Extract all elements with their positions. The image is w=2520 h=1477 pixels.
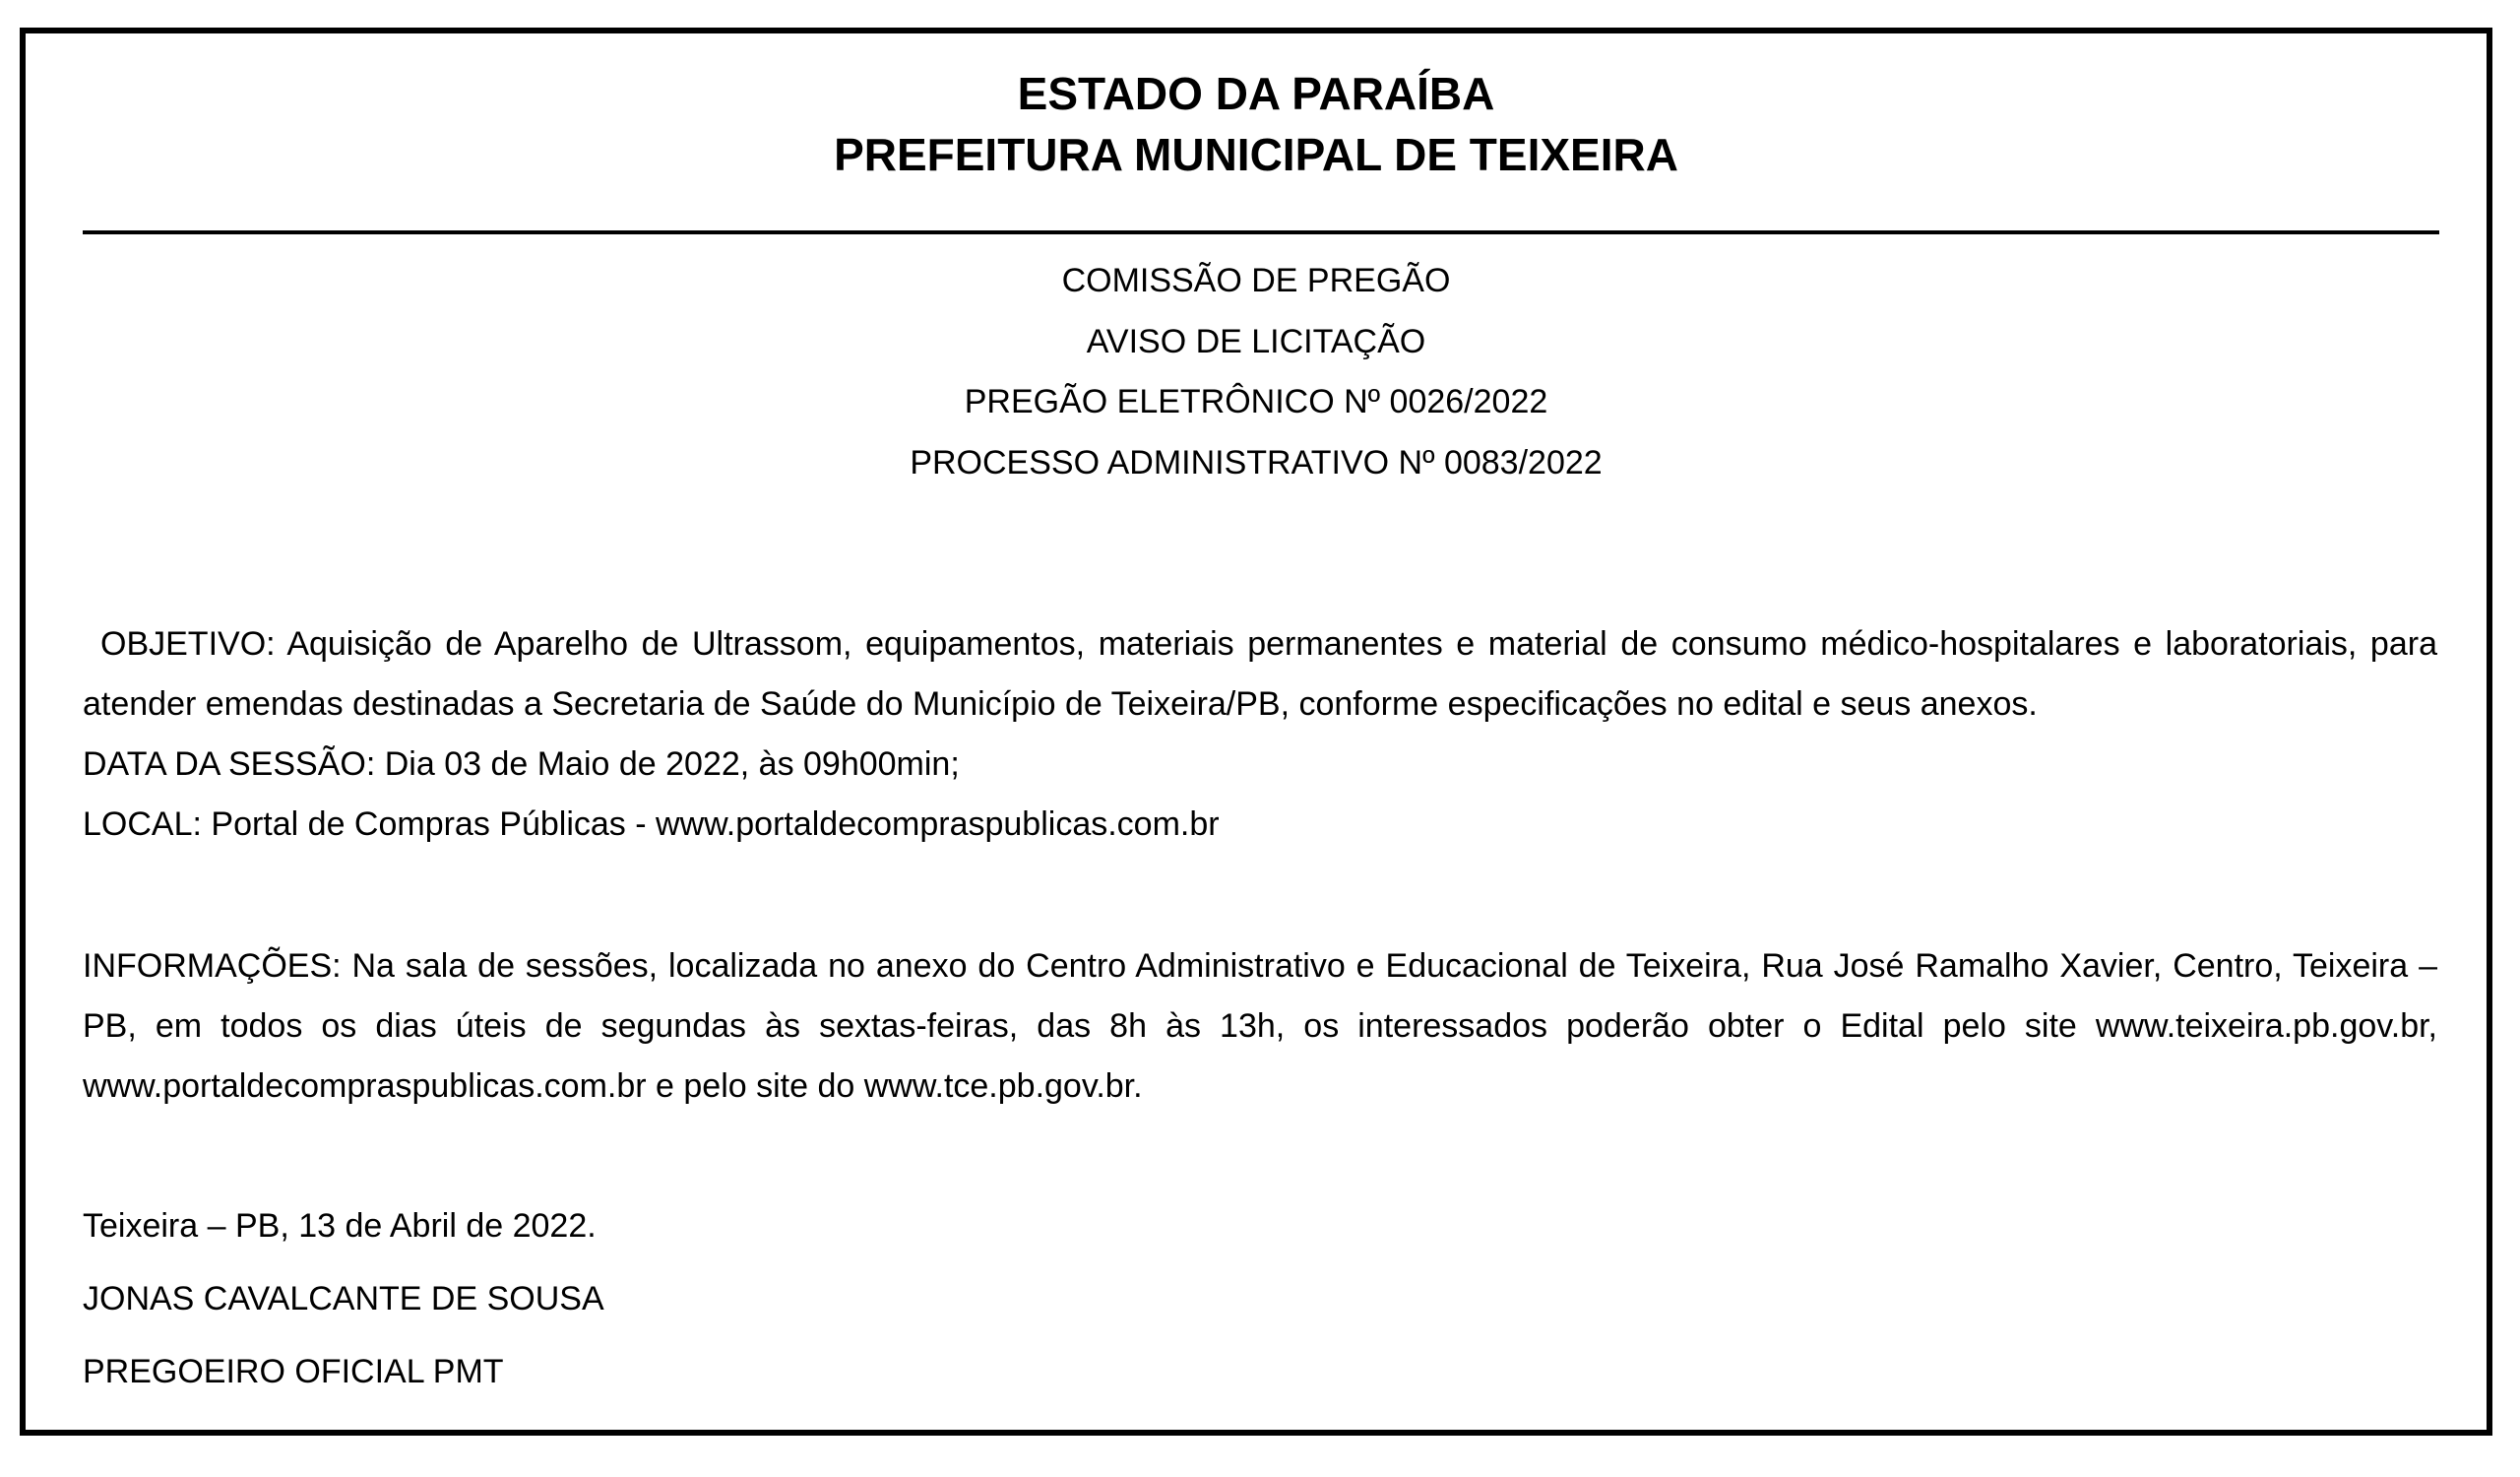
objective-section [83,614,2437,855]
signer-name: JONAS CAVALCANTE DE SOUSA [83,1280,604,1317]
header-divider [83,230,2439,234]
place-date: Teixeira – PB, 13 de Abril de 2022. [83,1207,597,1245]
notice-type: AVISO DE LICITAÇÃO [1086,323,1426,360]
procurement-block [26,371,2487,493]
notice-frame [20,28,2492,1436]
pregao-number: PREGÃO ELETRÔNICO Nº 0026/2022 [964,383,1548,420]
objective-paragraph: OBJETIVO: Aquisição de Aparelho de Ultrassom, equipamentos, materiais permanentes e material de consumo médico-hospitalares e laboratoriais, para atender emendas destinadas a Secretaria de Saúde do Município de Teixeira/PB, conforme especificações no edital e seus anexos. [83,625,2437,723]
document-header [26,63,2487,185]
processo-number: PROCESSO ADMINISTRATIVO Nº 0083/2022 [910,444,1603,482]
information-section [83,936,2437,1117]
signer-role: PREGOEIRO OFICIAL PMT [83,1353,504,1390]
state-title: ESTADO DA PARAÍBA [1017,68,1495,119]
location-line: LOCAL: Portal de Compras Públicas - www.portaldecompraspublicas.com.br [83,805,1220,843]
information-paragraph: INFORMAÇÕES: Na sala de sessões, localizada no anexo do Centro Administrativo e Educacional de Teixeira, Rua José Ramalho Xavier, Centro, Teixeira – PB, em todos os dias úteis de segundas às sextas-feiras, das 8h às 13h, os interessados poderão obter o Edital pelo site www.teixeira.pb.gov.br, www.portaldecompraspublicas.com.br e pelo site do www.tce.pb.gov.br. [83,947,2437,1105]
session-date: DATA DA SESSÃO: Dia 03 de Maio de 2022, às 09h00min; [83,745,960,783]
commission-block [26,250,2487,372]
municipality-title: PREFEITURA MUNICIPAL DE TEIXEIRA [834,129,1678,180]
commission-name: COMISSÃO DE PREGÃO [1061,262,1451,299]
